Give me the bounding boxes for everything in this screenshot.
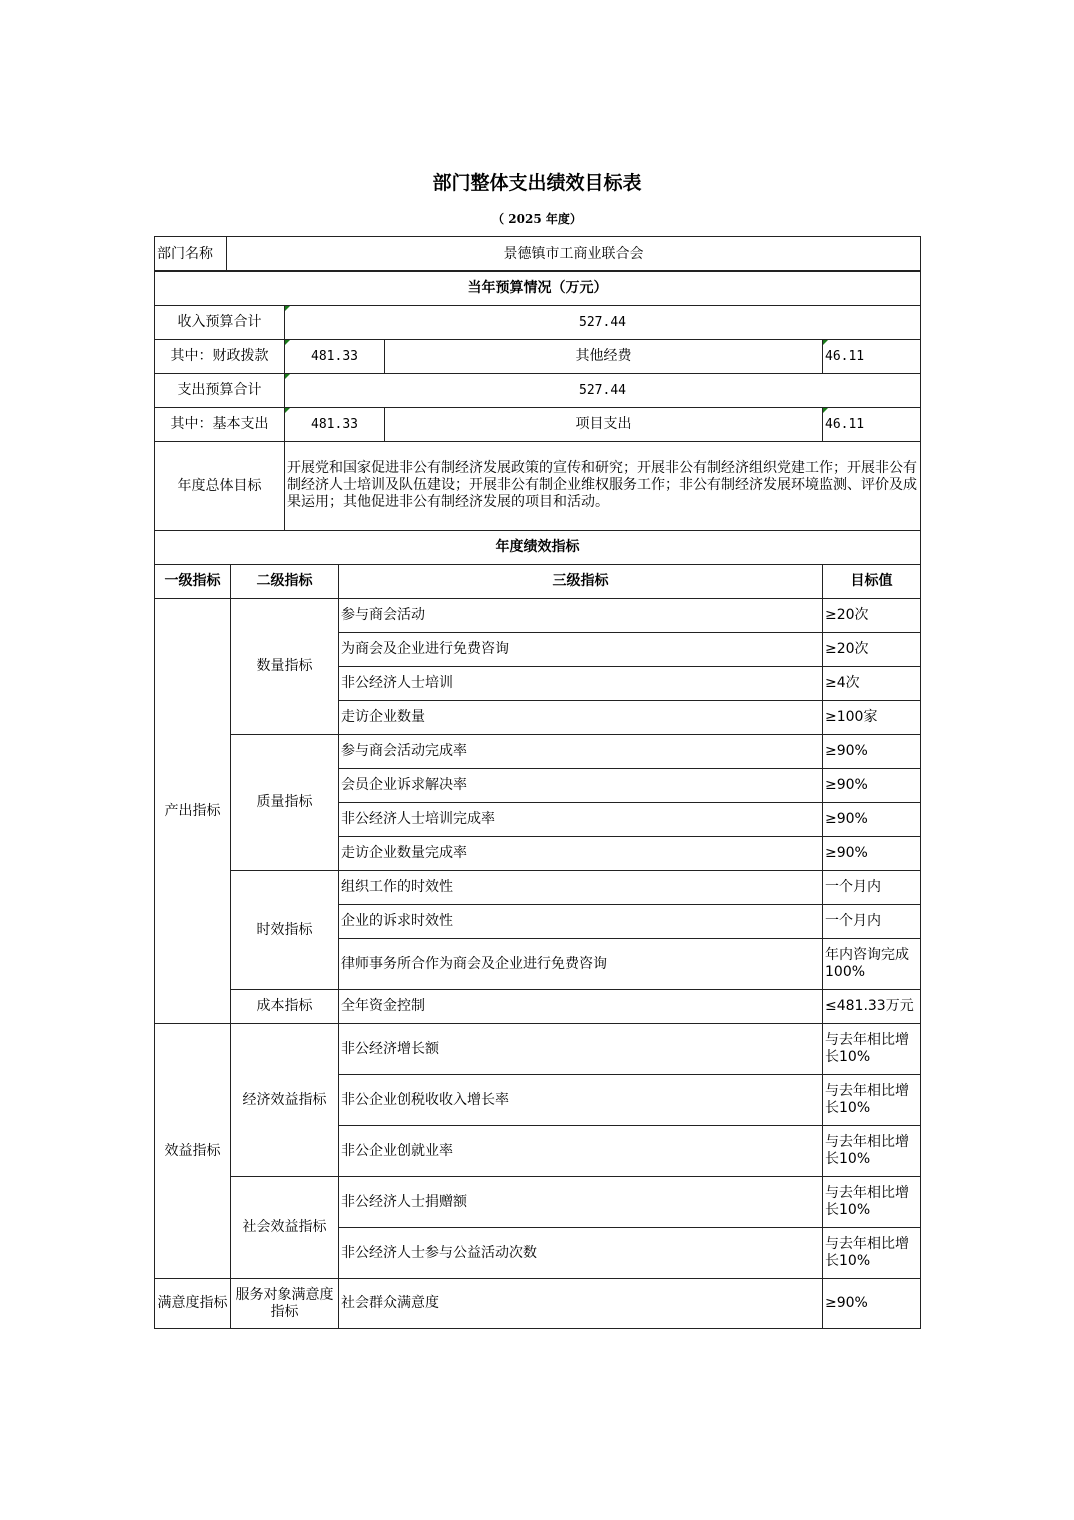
target-value: ≥90% [823, 769, 921, 803]
indicator-row [155, 1279, 921, 1329]
header-level2: 二级指标 [231, 565, 339, 599]
target-value: ≥90% [823, 803, 921, 837]
department-name-label: 部门名称 [155, 237, 227, 272]
indicator-row [155, 735, 921, 769]
page-title: 部门整体支出绩效目标表 [432, 172, 642, 194]
target-value: ≥90% [823, 837, 921, 871]
income-total-label: 收入预算合计 [155, 306, 285, 340]
basic-expense-label: 其中：基本支出 [155, 408, 285, 442]
annual-goal-text: 开展党和国家促进非公有制经济发展政策的宣传和研究；开展非公有制经济组织党建工作；开展非公有制经济人士培训及队伍建设；开展非公有制企业维权服务工作；非公有制经济发展环境监测、评价及成果运用；其他促进非公有制经济发展的项目和活动。 [285, 442, 921, 531]
expense-total-label: 支出预算合计 [155, 374, 285, 408]
level3-indicator: 非公经济人士培训 [339, 667, 823, 701]
target-value: ≥100家 [823, 701, 921, 735]
level3-indicator: 非公经济增长额 [339, 1024, 823, 1075]
level2-indicator: 时效指标 [231, 871, 339, 990]
level3-indicator: 律师事务所合作为商会及企业进行免费咨询 [339, 939, 823, 990]
level1-indicator: 效益指标 [155, 1024, 231, 1279]
target-value: 与去年相比增长10% [823, 1126, 921, 1177]
level2-indicator: 质量指标 [231, 735, 339, 871]
level3-indicator: 非公企业创税收收入增长率 [339, 1075, 823, 1126]
level3-indicator: 非公经济人士参与公益活动次数 [339, 1228, 823, 1279]
indicators-table [154, 530, 921, 1329]
department-name-value: 景德镇市工商业联合会 [227, 237, 921, 272]
level3-indicator: 社会群众满意度 [339, 1279, 823, 1329]
level3-indicator: 企业的诉求时效性 [339, 905, 823, 939]
indicator-row [155, 871, 921, 905]
header-target: 目标值 [823, 565, 921, 599]
other-funds-value: 46.11 [823, 340, 921, 374]
target-value: 与去年相比增长10% [823, 1024, 921, 1075]
level3-indicator: 组织工作的时效性 [339, 871, 823, 905]
other-funds-label: 其他经费 [385, 340, 823, 374]
budget-section-title: 当年预算情况（万元） [155, 271, 921, 306]
fiscal-allocation-label: 其中：财政拨款 [155, 340, 285, 374]
indicators-section-title: 年度绩效指标 [155, 531, 921, 565]
basic-expense-value: 481.33 [285, 408, 385, 442]
indicator-row [155, 1177, 921, 1228]
level3-indicator: 会员企业诉求解决率 [339, 769, 823, 803]
target-value: ≤481.33万元 [823, 990, 921, 1024]
expense-total-value: 527.44 [285, 374, 921, 408]
level2-indicator: 成本指标 [231, 990, 339, 1024]
level3-indicator: 参与商会活动 [339, 599, 823, 633]
level3-indicator: 参与商会活动完成率 [339, 735, 823, 769]
indicator-row [155, 599, 921, 633]
target-value: ≥20次 [823, 633, 921, 667]
level3-indicator: 走访企业数量 [339, 701, 823, 735]
target-value: 与去年相比增长10% [823, 1228, 921, 1279]
level1-indicator: 满意度指标 [155, 1279, 231, 1329]
target-value: ≥90% [823, 1279, 921, 1329]
level3-indicator: 非公经济人士培训完成率 [339, 803, 823, 837]
annual-goal-label: 年度总体目标 [155, 442, 285, 531]
target-value: ≥90% [823, 735, 921, 769]
target-value: 与去年相比增长10% [823, 1075, 921, 1126]
level3-indicator: 非公经济人士捐赠额 [339, 1177, 823, 1228]
level1-indicator: 产出指标 [155, 599, 231, 1024]
level2-indicator: 服务对象满意度指标 [231, 1279, 339, 1329]
level3-indicator: 全年资金控制 [339, 990, 823, 1024]
target-value: 年内咨询完成100% [823, 939, 921, 990]
target-value: ≥4次 [823, 667, 921, 701]
level2-indicator: 经济效益指标 [231, 1024, 339, 1177]
indicator-row [155, 990, 921, 1024]
income-total-value: 527.44 [285, 306, 921, 340]
header-level1: 一级指标 [155, 565, 231, 599]
project-expense-value: 46.11 [823, 408, 921, 442]
level3-indicator: 为商会及企业进行免费咨询 [339, 633, 823, 667]
target-value: 一个月内 [823, 905, 921, 939]
project-expense-label: 项目支出 [385, 408, 823, 442]
level3-indicator: 走访企业数量完成率 [339, 837, 823, 871]
indicator-row [155, 1024, 921, 1075]
target-value: 与去年相比增长10% [823, 1177, 921, 1228]
target-value: ≥20次 [823, 599, 921, 633]
level3-indicator: 非公企业创就业率 [339, 1126, 823, 1177]
fiscal-allocation-value: 481.33 [285, 340, 385, 374]
header-level3: 三级指标 [339, 565, 823, 599]
level2-indicator: 社会效益指标 [231, 1177, 339, 1279]
page-subtitle-year: （ 2025 年度） [492, 212, 582, 226]
target-value: 一个月内 [823, 871, 921, 905]
level2-indicator: 数量指标 [231, 599, 339, 735]
department-table [154, 236, 921, 272]
budget-table [154, 270, 921, 531]
